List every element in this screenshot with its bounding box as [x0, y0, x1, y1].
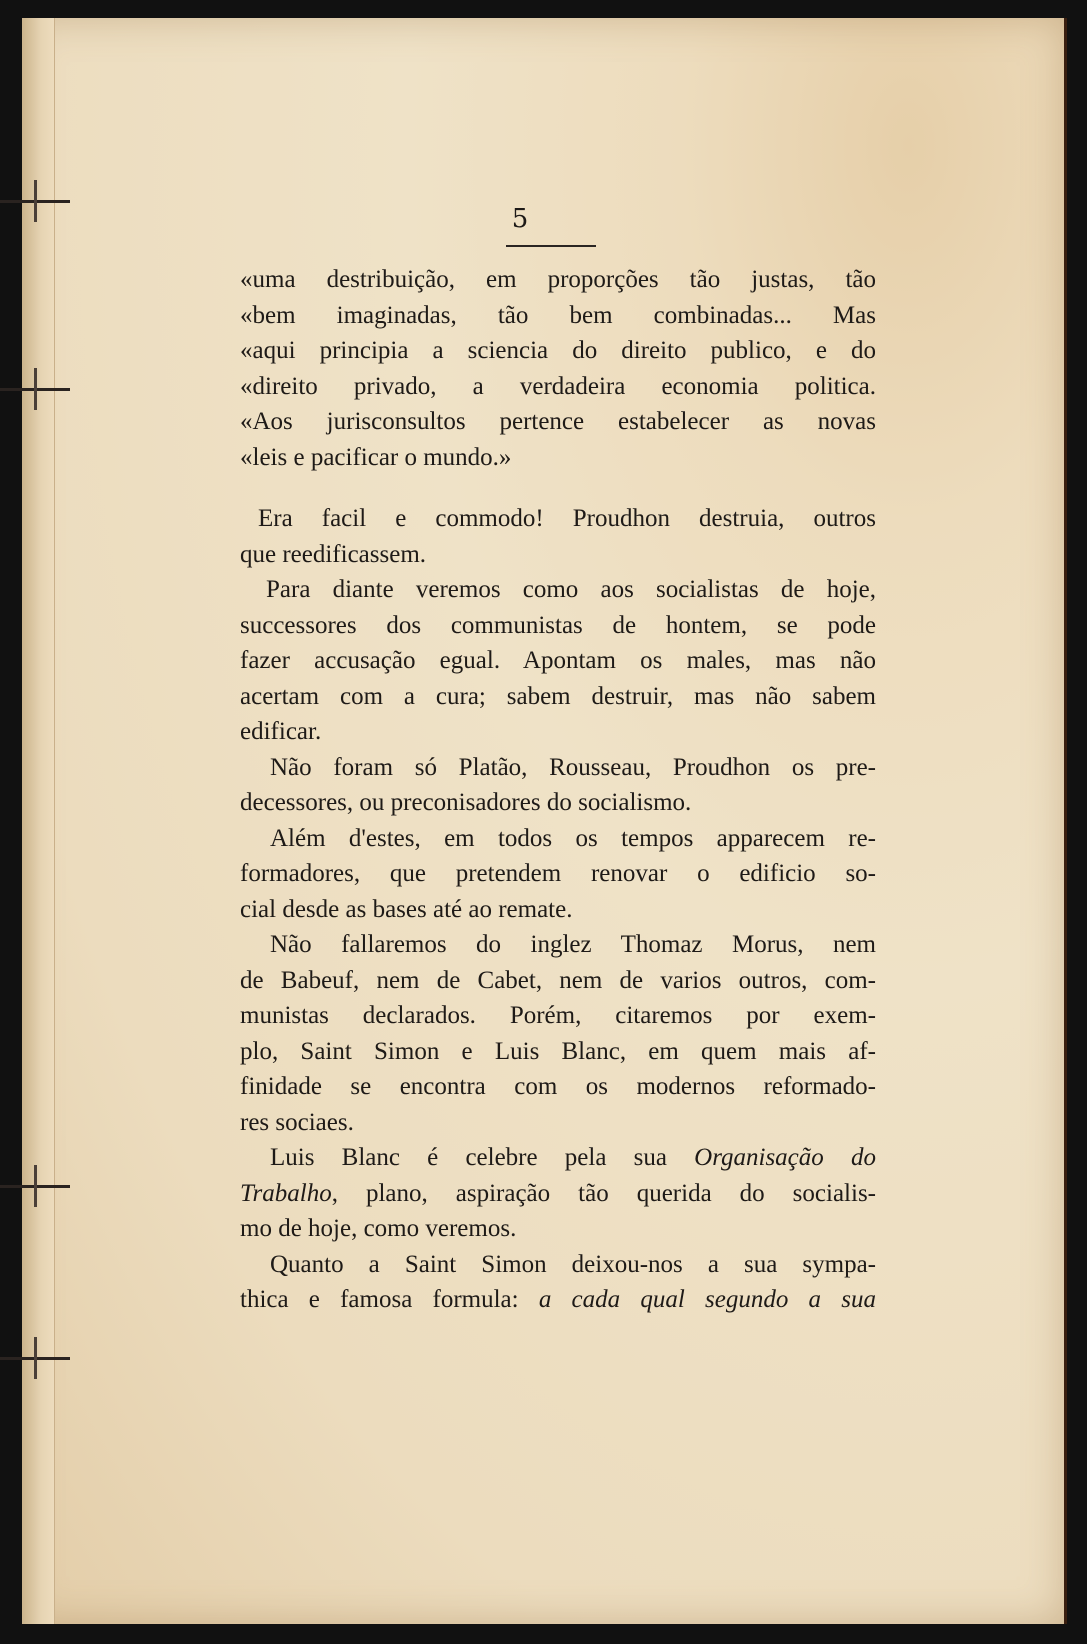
- header-rule: [506, 245, 596, 247]
- paragraph-line: Não fallaremos do inglez Thomaz Morus, nem: [270, 931, 876, 958]
- quote-line: «aqui principia a sciencia do direito publico, e do: [240, 337, 876, 364]
- binding-stitch: [0, 200, 70, 203]
- paragraph-line: Para diante veremos como aos socialistas de hoje,: [266, 576, 876, 603]
- paragraph: [240, 821, 876, 928]
- paragraph-line: Além d'estes, em todos os tempos apparecem re-: [270, 824, 876, 852]
- paragraph-line: [240, 1282, 876, 1318]
- paragraph: [240, 572, 876, 750]
- paragraph-line: res sociaes.: [240, 1108, 354, 1136]
- paragraph-line: mo de hoje, como veremos.: [240, 1215, 517, 1242]
- binding-stitch: [0, 1185, 70, 1188]
- paragraph-line: formadores, que pretendem renovar o edificio so-: [240, 860, 876, 887]
- paragraph-line: que reedificassem.: [240, 540, 427, 568]
- paragraph-simon: [240, 1247, 876, 1318]
- paragraph-line: [240, 1176, 876, 1212]
- paragraph-blanc: [240, 1140, 876, 1247]
- paragraph-line: fazer accusação egual. Apontam os males, mas não: [240, 647, 876, 674]
- binding-stitch: [0, 1357, 70, 1360]
- text-run: Luis Blanc é celebre pela sua: [270, 1144, 695, 1171]
- page-number: 5: [511, 204, 529, 234]
- book-title-italic: Trabalho: [240, 1179, 332, 1207]
- text-run: thica e famosa formula:: [240, 1286, 539, 1313]
- paragraph-line: successores dos communistas de hontem, se pode: [240, 611, 876, 639]
- paragraph-line: Quanto a Saint Simon deixou-nos a sua sympa-: [270, 1250, 876, 1278]
- formula-italic: a cada qual segundo a sua: [538, 1286, 876, 1313]
- paragraph: [240, 750, 876, 821]
- paragraph-line: plo, Saint Simon e Luis Blanc, em quem mais af-: [240, 1037, 876, 1065]
- quotation: [240, 262, 876, 475]
- paragraph-line: Não foram só Platão, Rousseau, Proudhon os pre-: [270, 753, 876, 781]
- paragraph-line: cial desde as bases até ao remate.: [240, 895, 573, 923]
- paragraph-line: decessores, ou preconisadores do socialismo.: [240, 789, 692, 816]
- paragraph: [240, 927, 876, 1140]
- quote-line: «direito privado, a verdadeira economia politica.: [240, 372, 876, 400]
- book-title-italic: Organisação do: [694, 1144, 876, 1171]
- paragraph: [240, 501, 876, 572]
- book-spine: [22, 18, 55, 1624]
- quote-line: «leis e pacificar o mundo.»: [240, 443, 512, 471]
- body-text: [240, 262, 876, 1318]
- paragraph-line: munistas declarados. Porém, citaremos por exem-: [240, 1002, 876, 1029]
- paragraph-line: Era facil e commodo! Proudhon destruia, outros: [258, 505, 876, 532]
- paragraph-line: acertam com a cura; sabem destruir, mas não sabem: [240, 682, 876, 710]
- paragraph-line: de Babeuf, nem de Cabet, nem de varios outros, com-: [240, 966, 876, 994]
- text-run: , plano, aspiração tão querida do socialis-: [331, 1179, 876, 1207]
- paragraph-line: edificar.: [240, 718, 322, 745]
- quote-line: «bem imaginadas, tão bem combinadas... Mas: [240, 301, 876, 329]
- binding-stitch: [0, 388, 70, 391]
- quote-line: «uma destribuição, em proporções tão justas, tão: [240, 266, 876, 293]
- paragraph-line: finidade se encontra com os modernos reformado-: [240, 1073, 876, 1100]
- quote-line: «Aos jurisconsultos pertence estabelecer as novas: [240, 408, 876, 435]
- paragraph-line: [240, 1140, 876, 1176]
